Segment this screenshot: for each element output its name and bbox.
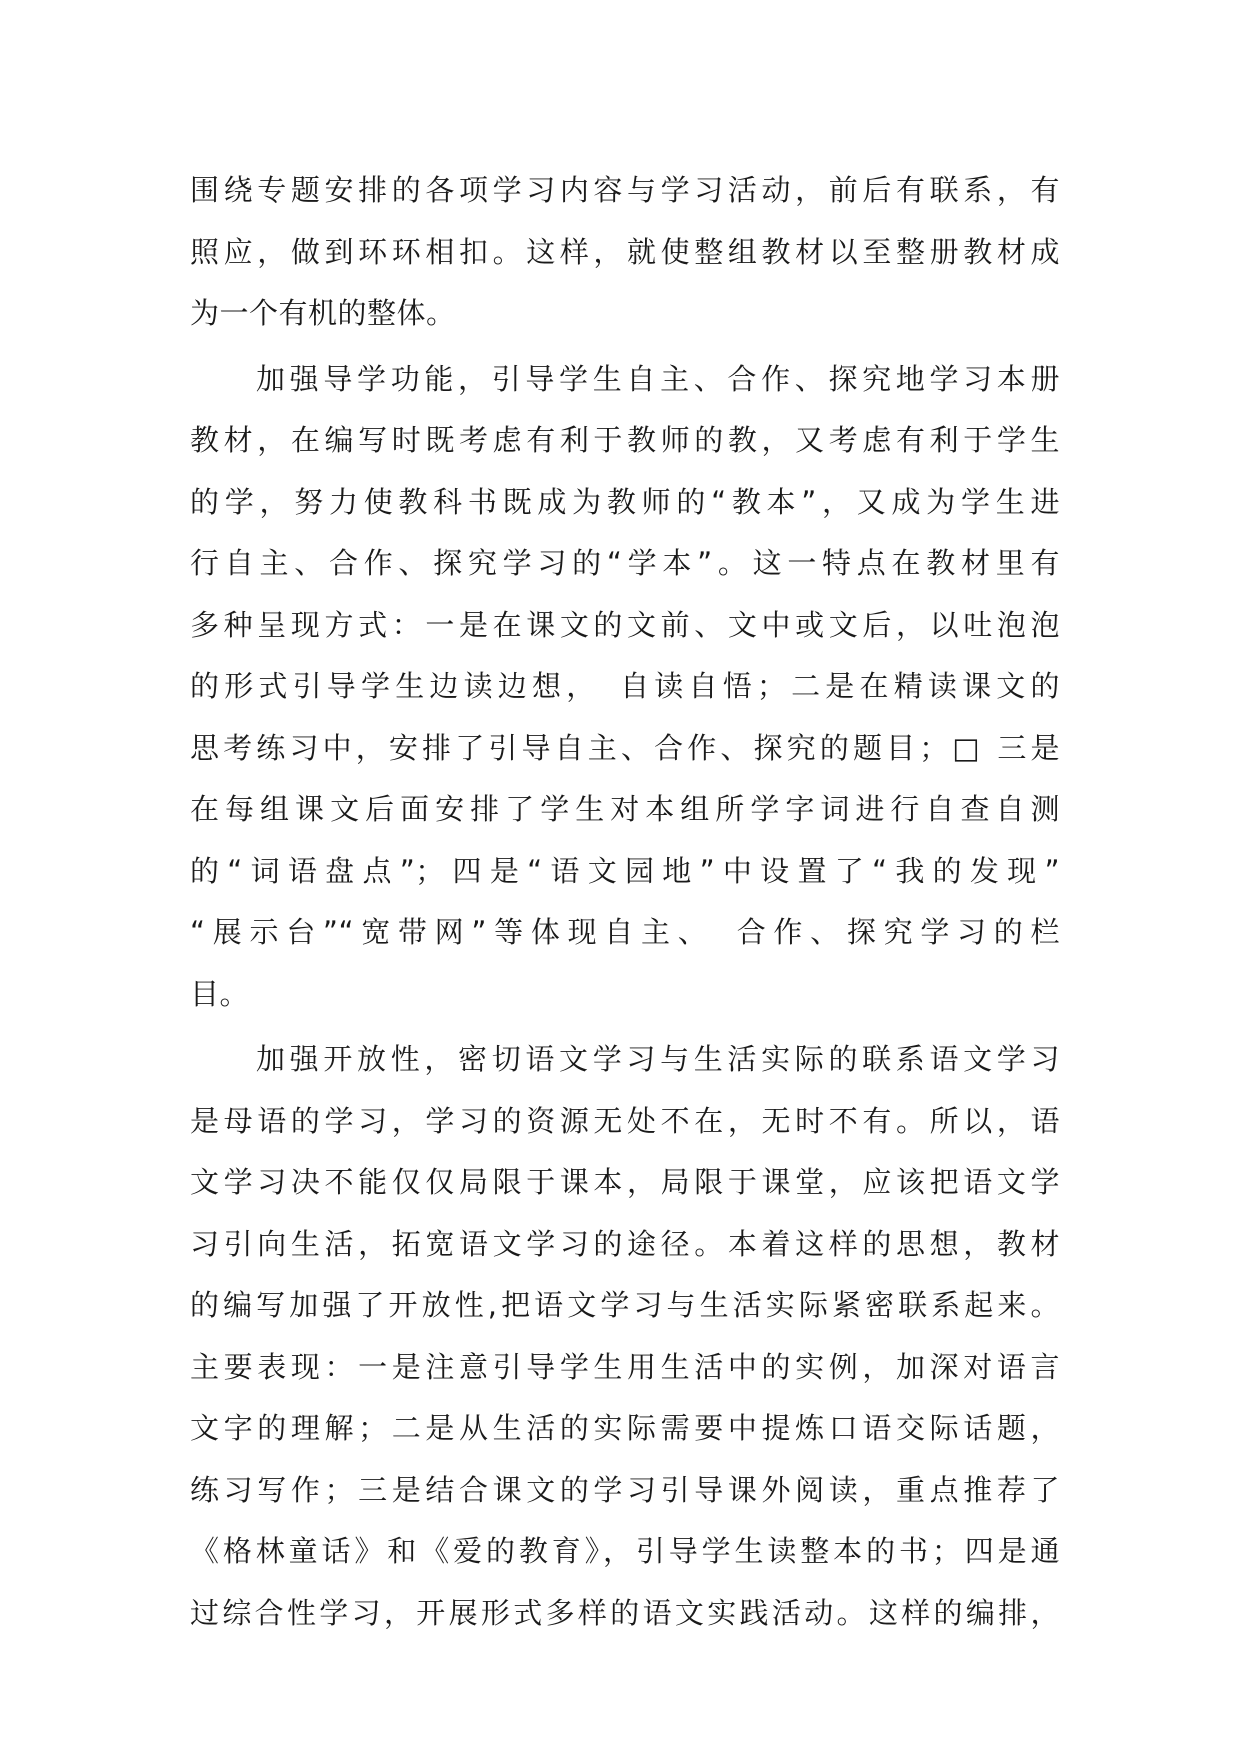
text-line: 在每组课文后面安排了学生对本组所学字词进行自查自测 [190, 792, 1060, 826]
text-line: 思考练习中，安排了引导自主、合作、探究的题目；□ 三是 [190, 730, 1060, 765]
text-line: 的形式引导学生边读边想， 自读自悟；二是在精读课文的 [190, 669, 1060, 703]
text-line: 文学习决不能仅仅局限于课本，局限于课堂，应该把语文学 [190, 1165, 1060, 1199]
paragraph-first-line: 加强导学功能，引导学生自主、合作、探究地学习本册 [256, 361, 1060, 396]
body-text [190, 160, 1060, 1644]
text-line: 的编写加强了开放性,把语文学习与生活实际紧密联系起来。 [190, 1288, 1060, 1322]
text-line: 围绕专题安排的各项学习内容与学习活动，前后有联系，有 [190, 173, 1060, 207]
text-line: 目。 [190, 976, 250, 1011]
text-line: 习引向生活，拓宽语文学习的途径。本着这样的思想，教材 [190, 1226, 1060, 1261]
text-line: 的“词语盘点”；四是“语文园地”中设置了“我的发现” [190, 853, 1060, 888]
text-line: 过综合性学习，开展形式多样的语文实践活动。这样的编排， [190, 1595, 1060, 1630]
text-line: 照应，做到环环相扣。这样，就使整组教材以至整册教材成 [190, 234, 1060, 269]
text-line: 文字的理解；二是从生活的实际需要中提炼口语交际话题， [190, 1411, 1060, 1445]
text-line: 练习写作；三是结合课文的学习引导课外阅读，重点推荐了 [190, 1472, 1060, 1507]
text-line: 多种呈现方式：一是在课文的文前、文中或文后，以吐泡泡 [190, 607, 1060, 642]
text-line: 的学，努力使教科书既成为教师的“教本”，又成为学生进 [190, 484, 1060, 519]
text-line: 是母语的学习，学习的资源无处不在，无时不有。所以，语 [190, 1103, 1060, 1138]
text-line: 《格林童话》和《爱的教育》，引导学生读整本的书；四是通 [190, 1534, 1060, 1568]
paragraph-first-line: 加强开放性，密切语文学习与生活实际的联系语文学习 [256, 1042, 1060, 1076]
text-line: 行自主、合作、探究学习的“学本”。这一特点在教材里有 [190, 546, 1060, 580]
text-line: 主要表现：一是注意引导学生用生活中的实例，加深对语言 [190, 1349, 1060, 1384]
text-line: 教材，在编写时既考虑有利于教师的教，又考虑有利于学生 [190, 423, 1060, 457]
text-line: 为一个有机的整体。 [190, 296, 456, 330]
text-line: “展示台”“宽带网”等体现自主、 合作、探究学习的栏 [190, 915, 1060, 949]
